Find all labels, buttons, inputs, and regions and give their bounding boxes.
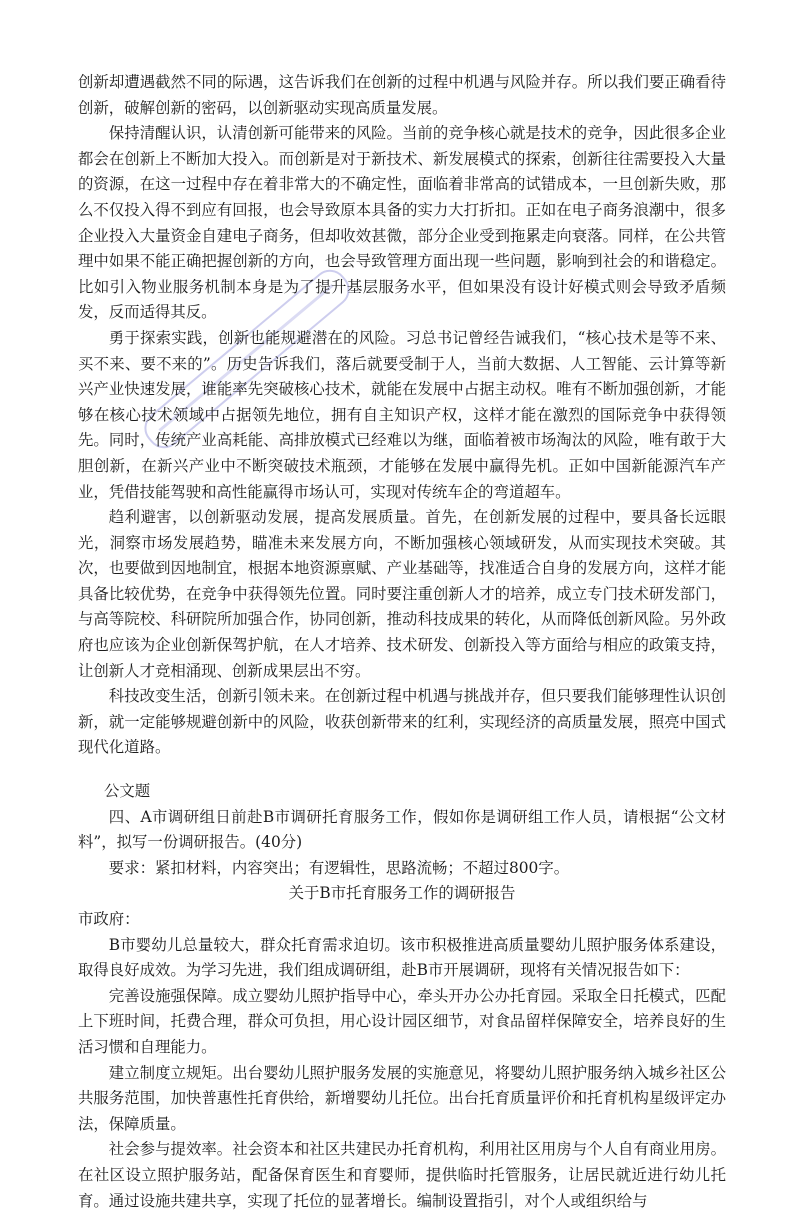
essay-paragraph: 科技改变生活，创新引领未来。在创新过程中机遇与挑战并存，但只要我们能够理性认识创新，就一定能够规避创新中的风险，收获创新带来的红利，实现经济的高质量发展，照亮中国式现代化道路。	[78, 687, 726, 757]
report-paragraph: 完善设施强保障。成立婴幼儿照护指导中心，牵头开办公办托育园。采取全日托模式，匹配上下班时间，托费合理，群众可负担，用心设计园区细节，对食品留样保障安全，培养良好的生活习惯和自理能力。	[78, 986, 726, 1056]
report-paragraph: 建立制度立规矩。出台婴幼儿照护服务发展的实施意见，将婴幼儿照护服务纳入城乡社区公共服务范围，加快普惠性托育供给，新增婴幼儿托位。出台托育质量评价和托育机构星级评定办法，保障质量。	[78, 1063, 726, 1133]
report-addressee: 市政府：	[78, 910, 140, 928]
essay-paragraph: 创新却遭遇截然不同的际遇，这告诉我们在创新的过程中机遇与风险并存。所以我们要正确看待创新，破解创新的密码，以创新驱动实现高质量发展。	[78, 73, 726, 117]
requirements-text: 要求：紧扣材料，内容突出；有逻辑性，思路流畅；不超过800字。	[108, 858, 570, 877]
essay-paragraph: 保持清醒认识，认清创新可能带来的风险。当前的竞争核心就是技术的竞争，因此很多企业都会在创新上不断加大投入。而创新是对于新技术、新发展模式的探索，创新往往需要投入大量的资源，在这一过程中存在着非常大的不确定性，面临着非常高的试错成本，一旦创新失败，那么不仅投入得不到应有回报，也会导致原本具备的实力大打折扣。正如在电子商务浪潮中，很多企业投入大量资金自建电子商务，但却收效甚微，部分企业受到拖累走向衰落。同样，在公共管理中如果不能正确把握创新的方向，也会导致管理方面出现一些问题，影响到社会的和谐稳定。比如引入物业服务机制本身是为了提升基层服务水平，但如果没有设计好模式则会导致矛盾频发，反而适得其反。	[78, 124, 726, 322]
report-paragraph: B市婴幼儿总量较大，群众托育需求迫切。该市积极推进高质量婴幼儿照护服务体系建设，取得良好成效。为学习先进，我们组成调研组，赴B市开展调研，现将有关情况报告如下：	[78, 935, 726, 980]
section-label: 公文题	[104, 782, 151, 801]
section-gap	[78, 761, 726, 779]
question-text: 四、A市调研组日前赴B市调研托育服务工作，假如你是调研组工作人员，请根据“公文材料”，拟写一份调研报告。(40分)	[78, 807, 726, 852]
report-paragraph: 社会参与提效率。社会资本和社区共建民办托育机构，利用社区用房与个人自有商业用房。在社区设立照护服务站，配备保育医生和育婴师，提供临时托管服务，让居民就近进行幼儿托育。通过设施共建共享，实现了托位的显著增长。编制设置指引，对个人或组织给与	[78, 1140, 726, 1210]
document-page	[78, 70, 726, 1214]
essay-paragraph: 趋利避害，以创新驱动发展，提高发展质量。首先，在创新发展的过程中，要具备长远眼光，洞察市场发展趋势，瞄准未来发展方向，不断加强核心领域研发，从而实现技术突破。其次，也要做到因地制宜，根据本地资源禀赋、产业基础等，找准适合自身的发展方向，这样才能具备比较优势，在竞争中获得领先位置。同时要注重创新人才的培养，成立专门技术研发部门，与高等院校、科研院所加强合作，协同创新，推动科技成果的转化，从而降低创新风险。另外政府也应该为企业创新保驾护航，在人才培养、技术研发、创新投入等方面给与相应的政策支持，让创新人才竞相涌现、创新成果层出不穷。	[78, 508, 726, 680]
report-title: 关于B市托育服务工作的调研报告	[288, 884, 516, 903]
essay-paragraph: 勇于探索实践，创新也能规避潜在的风险。习总书记曾经告诫我们，“核心技术是等不来、买不来、要不来的”。历史告诉我们，落后就要受制于人，当前大数据、人工智能、云计算等新兴产业快速发展，谁能率先突破核心技术，就能在发展中占据主动权。唯有不断加强创新，才能够在核心技术领域中占据领先地位，拥有自主知识产权，这样才能在激烈的国际竞争中获得领先。同时，传统产业高耗能、高排放模式已经难以为继，面临着被市场淘汰的风险，唯有敢于大胆创新，在新兴产业中不断突破技术瓶颈，才能够在发展中赢得先机。正如中国新能源汽车产业，凭借技能驾驶和高性能赢得市场认可，实现对传统车企的弯道超车。	[78, 328, 726, 501]
